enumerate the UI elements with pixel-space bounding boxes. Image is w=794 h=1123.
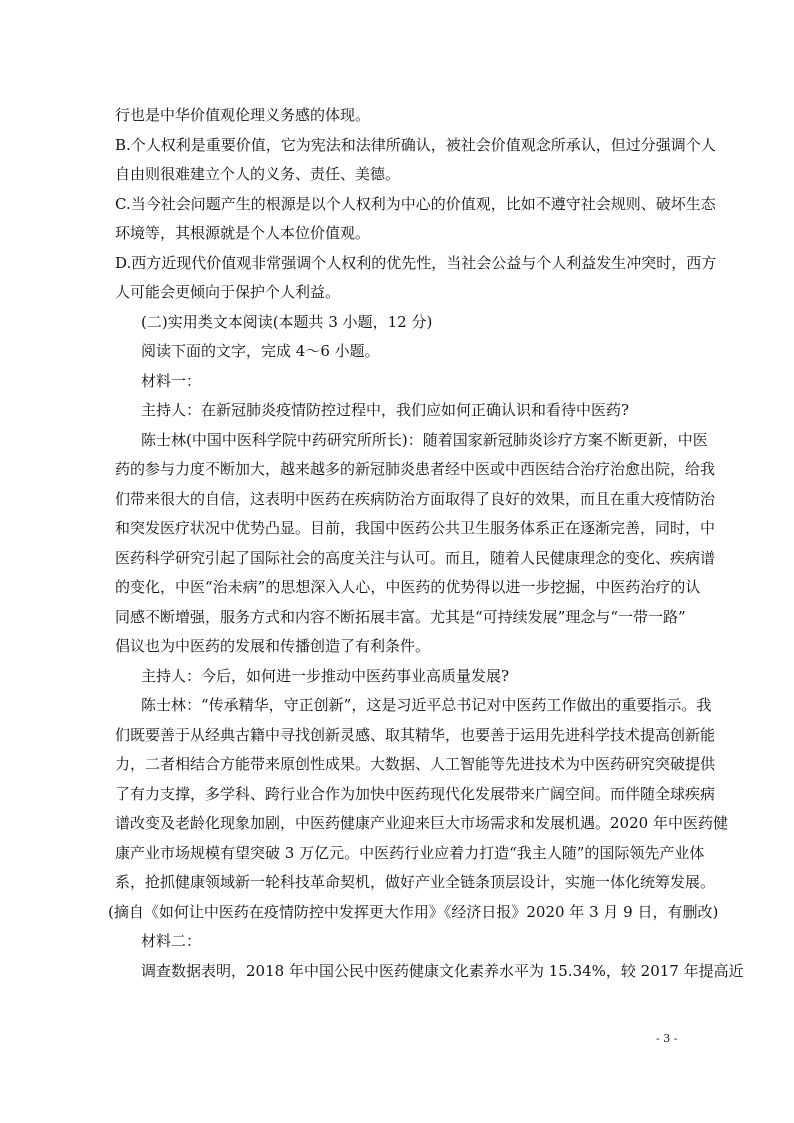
- text-line: 的变化，中医“治未病”的思想深入人心，中医药的优势得以进一步挖掘，中医药治疗的认: [115, 578, 701, 596]
- text-line: 行也是中华价值观伦理义务感的体现。: [115, 106, 371, 124]
- text-line: 陈士林(中国中医科学院中药研究所所长)：随着国家新冠肺炎诊疗方案不断更新，中医: [141, 430, 708, 449]
- text-line: 调查数据表明，2018 年中国公民中医药健康文化素养水平为 15.34%，较 2017 年提高近: [141, 961, 744, 980]
- document-body: [108, 101, 744, 986]
- text-line: 们带来很大的自信，这表明中医药在疾病防治方面取得了良好的效果，而且在重大疫情防治: [115, 489, 716, 508]
- text-line: 医药科学研究引起了国际社会的高度关注与认可。而且，随着人民健康理念的变化、疾病谱: [115, 548, 716, 567]
- text-line: 力，二者相结合方能带来原创性成果。大数据、人工智能等先进技术为中医药研究突破提供: [115, 755, 716, 773]
- text-line: 了有力支撑，多学科、跨行业合作为加快中医药现代化发展带来广阔空间。而伴随全球疾病: [115, 784, 716, 803]
- text-line: 们既要善于从经典古籍中寻找创新灵感、取其精华，也要善于运用先进科学技术提高创新能: [115, 725, 716, 744]
- text-line: 和突发医疗状况中优势凸显。目前，我国中医药公共卫生服务体系正在逐渐完善，同时，中: [115, 519, 716, 537]
- text-line: 自由则很难建立个人的义务、责任、美德。: [115, 165, 401, 183]
- text-line: (摘自《如何让中医药在疫情防控中发挥更大作用》《经济日报》2020 年 3 月 9 日，有删改): [108, 902, 719, 921]
- text-line: 环境等，其根源就是个人本位价值观。: [115, 224, 371, 242]
- text-line: 主持人：今后，如何进一步推动中医药事业高质量发展?: [141, 666, 510, 685]
- text-line: 谱改变及老龄化现象加剧，中医药健康产业迎来巨大市场需求和发展机遇。2020 年中医药健: [115, 814, 728, 832]
- text-line: 陈士林：“传承精华，守正创新”，这是习近平总书记对中医药工作做出的重要指示。我: [141, 696, 712, 714]
- text-line: B.个人权利是重要价值，它为宪法和法律所确认，被社会价值观念所承认，但过分强调个人: [115, 135, 716, 154]
- text-line: (二)实用类文本阅读(本题共 3 小题，12 分): [141, 312, 433, 331]
- text-line: 药的参与力度不断加大，越来越多的新冠肺炎患者经中医或中西医结合治疗治愈出院，给我: [115, 460, 716, 478]
- text-line: 倡议也为中医药的发展和传播创造了有利条件。: [115, 637, 431, 655]
- text-line: 阅读下面的文字，完成 4～6 小题。: [141, 342, 380, 360]
- text-line: 康产业市场规模有望突破 3 万亿元。中医药行业应着力打造“我主人随”的国际领先产业体: [115, 843, 705, 862]
- text-line: C.当今社会问题产生的根源是以个人权利为中心的价值观，比如不遵守社会规则、破坏生态: [115, 194, 716, 213]
- page-number: - 3 -: [656, 1032, 678, 1045]
- text-line: 主持人：在新冠肺炎疫情防控过程中，我们应如何正确认识和看待中医药?: [141, 401, 630, 419]
- text-line: 材料二：: [141, 932, 202, 950]
- text-line: 同感不断增强，服务方式和内容不断拓展丰富。尤其是“可持续发展”理念与“一带一路”: [115, 607, 686, 626]
- text-line: 系，抢抓健康领域新一轮科技革命契机，做好产业全链条顶层设计，实施一体化统筹发展。: [115, 873, 716, 891]
- text-line: D.西方近现代价值观非常强调个人权利的优先性，当社会公益与个人利益发生冲突时，西方: [115, 253, 717, 272]
- text-line: 材料一：: [141, 371, 202, 390]
- text-line: 人可能会更倾向于保护个人利益。: [115, 283, 341, 301]
